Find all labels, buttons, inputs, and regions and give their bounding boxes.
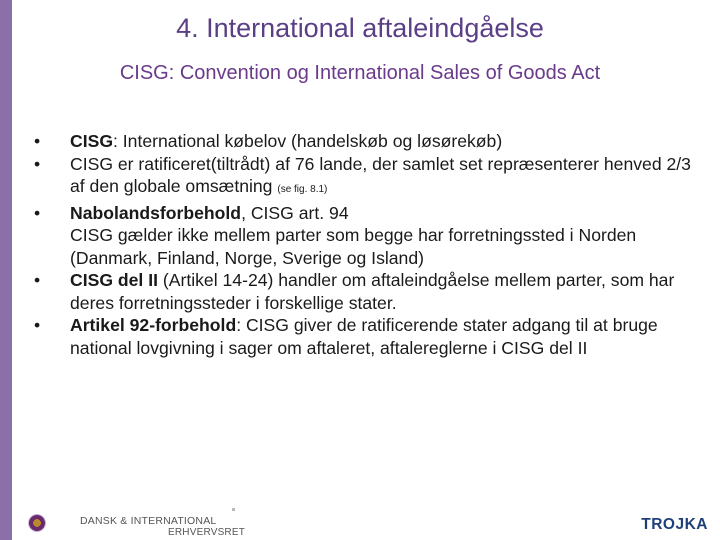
publisher-name	[80, 515, 246, 538]
bullet-list	[34, 130, 696, 359]
figure-reference: (se fig. 8.1)	[277, 184, 328, 195]
bullet-text: CISG er ratificeret(tiltrådt) af 76 lande, der samlet set repræsenterer henved 2/3 af den globale omsætning	[70, 153, 691, 196]
bullet-item	[34, 153, 696, 202]
bullet-term: Artikel 92-forbehold	[70, 315, 237, 335]
accent-bar	[0, 0, 12, 540]
bullet-text: : International købelov (handelskøb og løsørekøb)	[113, 131, 503, 151]
bullet-term: CISG del II	[70, 270, 158, 290]
slide-title: 4. International aftaleindgåelse	[176, 13, 544, 43]
bullet-text: (Artikel 14-24) handler om aftaleindgåelse mellem parter, som har deres forretningssteder i forskellige stater.	[70, 270, 675, 313]
bullet-text: , CISG art. 94	[241, 202, 349, 223]
publisher-logo-icon	[28, 514, 46, 532]
bullet-item	[34, 202, 696, 270]
bullet-text: : CISG giver de ratificerende stater adgang til at bruge national lovgivning i sager om aftaleret, aftalereglerne i CISG del II	[70, 315, 658, 358]
bullet-term: Nabolandsforbehold	[70, 202, 242, 223]
footer-dot	[232, 508, 235, 511]
bullet-item	[34, 130, 696, 153]
bullet-term: CISG	[70, 131, 114, 151]
bullet-continuation: CISG gælder ikke mellem parter som begge har forretningssted i Norden (Danmark, Finland, Norge, Sverige og Island)	[70, 225, 637, 268]
brand-logo: TROJKA	[641, 516, 708, 533]
slide-subtitle: CISG: Convention og International Sales of Goods Act	[119, 62, 601, 84]
bullet-item	[34, 314, 696, 359]
publisher-line-2: ERHVERVSRET	[168, 527, 246, 538]
bullet-item	[34, 269, 696, 314]
publisher-line-1: DANSK & INTERNATIONAL	[80, 515, 217, 527]
